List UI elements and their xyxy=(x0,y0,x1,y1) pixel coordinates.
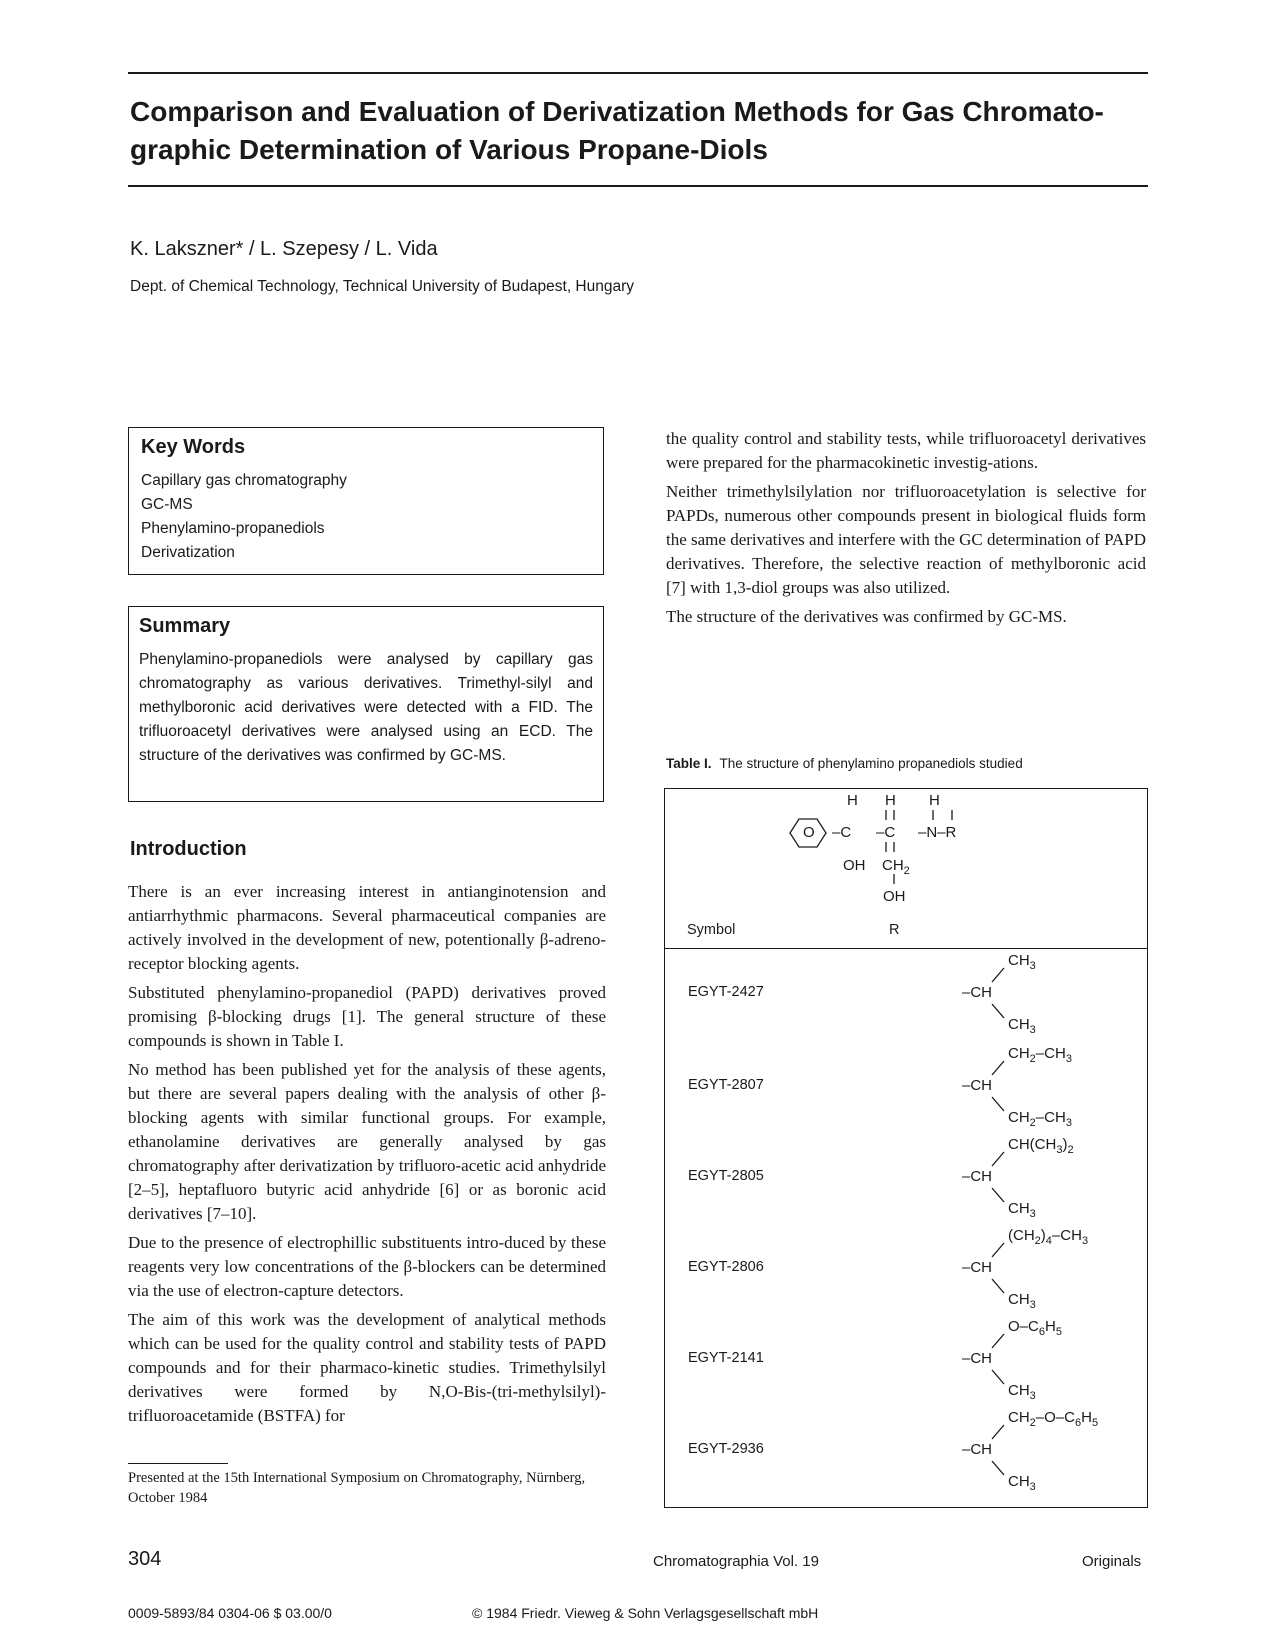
row-ch: –CH xyxy=(962,1441,993,1458)
branch-bonds xyxy=(990,960,1020,1520)
table-caption-text: The structure of phenylamino propanediols studied xyxy=(719,756,1023,771)
row-r-lower: $CH_2-CH_3$ xyxy=(1008,1109,1072,1129)
keyword-item: Derivatization xyxy=(141,544,235,561)
row-ch: –CH xyxy=(962,1168,993,1185)
paragraph: the quality control and stability tests, while trifluoroacetyl derivatives were prepared for the pharmacokinetic investig-ations. xyxy=(666,429,1146,472)
row-symbol: EGYT-2141 xyxy=(688,1350,764,1366)
ring-label: O xyxy=(803,824,815,841)
title-bottom-rule xyxy=(128,185,1148,187)
paragraph: Neither trimethylsilylation nor trifluoroacetylation is selective for PAPDs, numerous other compounds present in biological fluids form the same derivatives and interfere with the GC determination of PAPD derivatives. Therefore, the selective reaction of methylboronic acid [7] with 1,3-diol groups was also utilized. xyxy=(666,482,1146,597)
structure-nr: –N–R xyxy=(918,824,957,841)
row-r-lower: $CH_3$ xyxy=(1008,1016,1036,1036)
row-r-lower: $CH_3$ xyxy=(1008,1473,1036,1493)
lower-bond xyxy=(992,1188,1004,1202)
keywords-heading: Key Words xyxy=(141,436,246,458)
row-r-upper: $CH_2-O-C_6H_5$ xyxy=(1008,1409,1099,1429)
structure-h1: H xyxy=(847,792,858,809)
row-ch: –CH xyxy=(962,1350,993,1367)
paragraph: Due to the presence of electrophillic substituents intro-duced by these reagents very low concentrations of the β-blockers can be determined via the use of electron-capture detectors. xyxy=(128,1233,606,1300)
lower-bond xyxy=(992,1279,1004,1293)
affiliation: Dept. of Chemical Technology, Technical University of Budapest, Hungary xyxy=(130,278,635,295)
keywords-box xyxy=(128,427,604,575)
column-header-symbol: Symbol xyxy=(687,922,736,938)
summary-text: Phenylamino-propanediols were analysed by capillary gas chromatography as various derivatives. Trimethyl-silyl and methylboronic acid derivatives were detected with a FID. The trifluoroacetyl derivatives were analysed using an ECD. The structure of the derivatives was confirmed by GC-MS. xyxy=(139,651,593,764)
keyword-item: Phenylamino-propanediols xyxy=(141,520,325,537)
journal-name: Chromatographia Vol. 19 xyxy=(653,1553,819,1570)
paragraph: Substituted phenylamino-propanediol (PAPD) derivatives proved promising β-blocking drugs [1]. The general structure of these compounds is shown in Table I. xyxy=(128,983,606,1050)
row-symbol: EGYT-2806 xyxy=(688,1259,764,1275)
table-header-divider xyxy=(664,948,1148,949)
upper-bond xyxy=(992,1061,1004,1075)
introduction-body xyxy=(128,880,606,1433)
column-header-r: R xyxy=(889,922,900,938)
row-r-upper: $CH(CH_3)_2$ xyxy=(1008,1136,1074,1156)
top-rule xyxy=(128,72,1148,74)
upper-bond xyxy=(992,968,1004,982)
lower-bond xyxy=(992,1461,1004,1475)
row-symbol: EGYT-2936 xyxy=(688,1441,764,1457)
introduction-heading: Introduction xyxy=(130,838,247,860)
upper-bond xyxy=(992,1243,1004,1257)
footnote-rule xyxy=(128,1463,228,1464)
structure-c2: –C xyxy=(876,824,896,841)
table-label: Table I. xyxy=(666,756,712,771)
row-symbol: EGYT-2805 xyxy=(688,1168,764,1184)
structure-h3: H xyxy=(929,792,940,809)
row-symbol: EGYT-2807 xyxy=(688,1077,764,1093)
upper-bond xyxy=(992,1152,1004,1166)
row-r-upper: $CH_3$ xyxy=(1008,952,1036,972)
row-ch: –CH xyxy=(962,984,993,1001)
section-label: Originals xyxy=(1082,1553,1142,1570)
row-ch: –CH xyxy=(962,1077,993,1094)
keywords-list xyxy=(141,469,591,565)
table-caption xyxy=(666,756,1023,771)
paragraph: The structure of the derivatives was confirmed by GC-MS. xyxy=(666,607,1067,626)
lower-bond xyxy=(992,1370,1004,1384)
structure-oh1: OH xyxy=(843,857,866,874)
paper-title: Comparison and Evaluation of Derivatization Methods for Gas Chromato-graphic Determination of Various Propane-Diols xyxy=(130,96,1104,165)
upper-bond xyxy=(992,1334,1004,1348)
footnote: Presented at the 15th International Symposium on Chromatography, Nürnberg, October 1984 xyxy=(128,1470,586,1506)
upper-bond xyxy=(992,1425,1004,1439)
summary-heading: Summary xyxy=(139,615,231,637)
page-number: 304 xyxy=(128,1548,162,1570)
summary-box xyxy=(128,606,604,802)
issn-code: 0009-5893/84 0304-06 $ 03.00/0 xyxy=(128,1605,332,1621)
paragraph: The aim of this work was the development of analytical methods which can be used for the quality control and stability tests of PAPD compounds and for their pharmaco-kinetic studies. Trimethylsilyl derivatives were formed by N,O-Bis-(tri-methylsilyl)-trifluoroacetamide (BSTFA) for xyxy=(128,1310,606,1425)
lower-bond xyxy=(992,1097,1004,1111)
row-r-upper: $O-C_6H_5$ xyxy=(1008,1318,1062,1338)
structure-oh2: OH xyxy=(883,888,906,905)
row-r-upper: $(CH_2)_4-CH_3$ xyxy=(1008,1227,1089,1247)
structure-ch2: $CH_2$ xyxy=(882,857,910,877)
structure-c1: –C xyxy=(832,824,852,841)
row-r-upper: $CH_2-CH_3$ xyxy=(1008,1045,1072,1065)
row-r-lower: $CH_3$ xyxy=(1008,1200,1036,1220)
keyword-item: Capillary gas chromatography xyxy=(141,472,347,489)
keyword-item: GC-MS xyxy=(141,496,193,513)
copyright: © 1984 Friedr. Vieweg & Sohn Verlagsgesellschaft mbH xyxy=(472,1605,819,1621)
structure-h2: H xyxy=(885,792,896,809)
paragraph: There is an ever increasing interest in antianginotension and antiarrhythmic pharmacons. Several pharmaceutical companies are actively involved in the development of new, potentionally β-adreno-receptor blocking agents. xyxy=(128,882,606,973)
row-r-lower: $CH_3$ xyxy=(1008,1382,1036,1402)
authors: K. Lakszner* / L. Szepesy / L. Vida xyxy=(130,238,438,260)
row-symbol: EGYT-2427 xyxy=(688,984,764,1000)
row-r-lower: $CH_3$ xyxy=(1008,1291,1036,1311)
lower-bond xyxy=(992,1004,1004,1018)
right-column-body xyxy=(666,427,1146,634)
row-ch: –CH xyxy=(962,1259,993,1276)
paragraph: No method has been published yet for the analysis of these agents, but there are several papers dealing with the analysis of other β-blocking agents with similar functional groups. For example, ethanolamine derivatives are generally analysed by gas chromatography after derivatization by trifluoro-acetic acid anhydride [2–5], heptafluoro butyric acid anhydride [6] or as boronic acid derivatives [7–10]. xyxy=(128,1060,606,1223)
